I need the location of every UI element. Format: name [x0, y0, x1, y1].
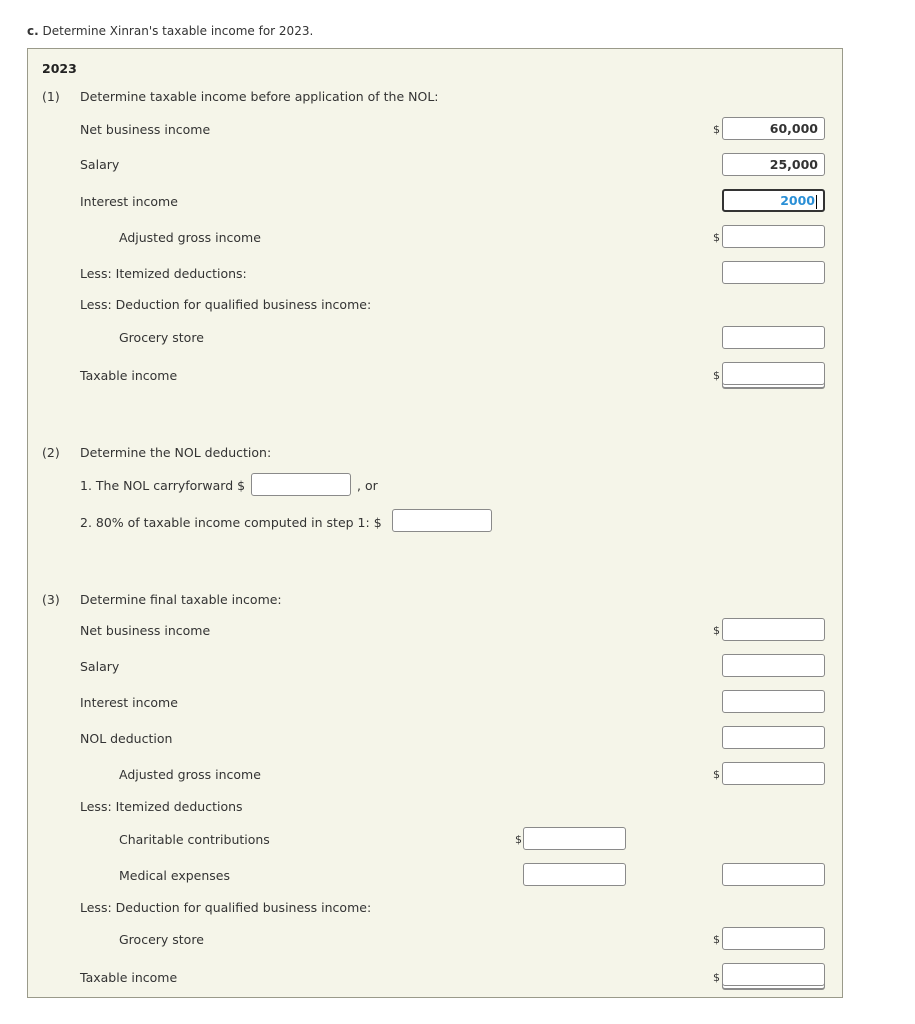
- s3-net-business-income-input[interactable]: [722, 618, 825, 641]
- s1-grocery-label: Grocery store: [119, 330, 204, 345]
- s1-interest-income-label: Interest income: [80, 194, 178, 209]
- step1-heading: Determine taxable income before application of the NOL:: [80, 89, 439, 104]
- s1-taxable-income-input[interactable]: [722, 362, 825, 385]
- s3-taxable-income-input[interactable]: [722, 963, 825, 986]
- s1-grocery-input[interactable]: [722, 326, 825, 349]
- dollar-sign: $: [713, 933, 720, 946]
- s1-agi-label: Adjusted gross income: [119, 230, 261, 245]
- s1-salary-input[interactable]: 25,000: [722, 153, 825, 176]
- dollar-sign: $: [515, 833, 522, 846]
- step2-heading: Determine the NOL deduction:: [80, 445, 272, 460]
- s3-nol-deduction-label: NOL deduction: [80, 731, 173, 746]
- dollar-sign: $: [713, 768, 720, 781]
- s1-itemized-label: Less: Itemized deductions:: [80, 266, 247, 281]
- step-number-1: (1): [42, 89, 60, 104]
- step-number-3: (3): [42, 592, 60, 607]
- step3-heading: Determine final taxable income:: [80, 592, 282, 607]
- eighty-percent-label: 2. 80% of taxable income computed in step 1: $: [80, 515, 382, 530]
- s3-itemized-heading: Less: Itemized deductions: [80, 799, 243, 814]
- s1-interest-income-input[interactable]: [722, 189, 825, 212]
- s1-itemized-input[interactable]: [722, 261, 825, 284]
- dollar-sign: $: [713, 231, 720, 244]
- answer-panel: [27, 48, 843, 998]
- s3-charitable-label: Charitable contributions: [119, 832, 270, 847]
- text-cursor: [816, 195, 817, 209]
- s3-salary-input[interactable]: [722, 654, 825, 677]
- s3-agi-input[interactable]: [722, 762, 825, 785]
- nol-carryforward-label: 1. The NOL carryforward $: [80, 478, 246, 493]
- s3-nol-deduction-input[interactable]: [722, 726, 825, 749]
- s3-agi-label: Adjusted gross income: [119, 767, 261, 782]
- s3-interest-income-label: Interest income: [80, 695, 178, 710]
- s3-itemized-total-input[interactable]: [722, 863, 825, 886]
- s3-interest-income-input[interactable]: [722, 690, 825, 713]
- question-text: [27, 24, 313, 38]
- s1-taxable-income-label: Taxable income: [80, 368, 178, 383]
- s3-medical-input[interactable]: [523, 863, 626, 886]
- step-number-2: (2): [42, 445, 60, 460]
- dollar-sign: $: [713, 369, 720, 382]
- s1-net-business-income-input[interactable]: 60,000: [722, 117, 825, 140]
- nol-carryforward-input[interactable]: [251, 473, 351, 496]
- dollar-sign: $: [713, 971, 720, 984]
- eighty-percent-input[interactable]: [392, 509, 492, 532]
- s3-medical-label: Medical expenses: [119, 868, 230, 883]
- dollar-sign: $: [713, 123, 720, 136]
- s1-interest-income-value: 2000: [780, 193, 815, 208]
- s1-qbi-heading: Less: Deduction for qualified business income:: [80, 297, 372, 312]
- question-prompt: Determine Xinran's taxable income for 2023.: [42, 24, 314, 38]
- s3-salary-label: Salary: [80, 659, 120, 674]
- or-text: , or: [357, 478, 378, 493]
- year-heading: 2023: [42, 61, 77, 76]
- question-letter: c.: [27, 24, 39, 38]
- s3-charitable-input[interactable]: [523, 827, 626, 850]
- s3-taxable-income-label: Taxable income: [80, 970, 178, 985]
- dollar-sign: $: [713, 624, 720, 637]
- s1-net-business-income-label: Net business income: [80, 122, 211, 137]
- s1-salary-label: Salary: [80, 157, 120, 172]
- s1-agi-input[interactable]: [722, 225, 825, 248]
- s3-net-business-income-label: Net business income: [80, 623, 211, 638]
- s3-qbi-heading: Less: Deduction for qualified business income:: [80, 900, 372, 915]
- s3-grocery-input[interactable]: [722, 927, 825, 950]
- s3-grocery-label: Grocery store: [119, 932, 204, 947]
